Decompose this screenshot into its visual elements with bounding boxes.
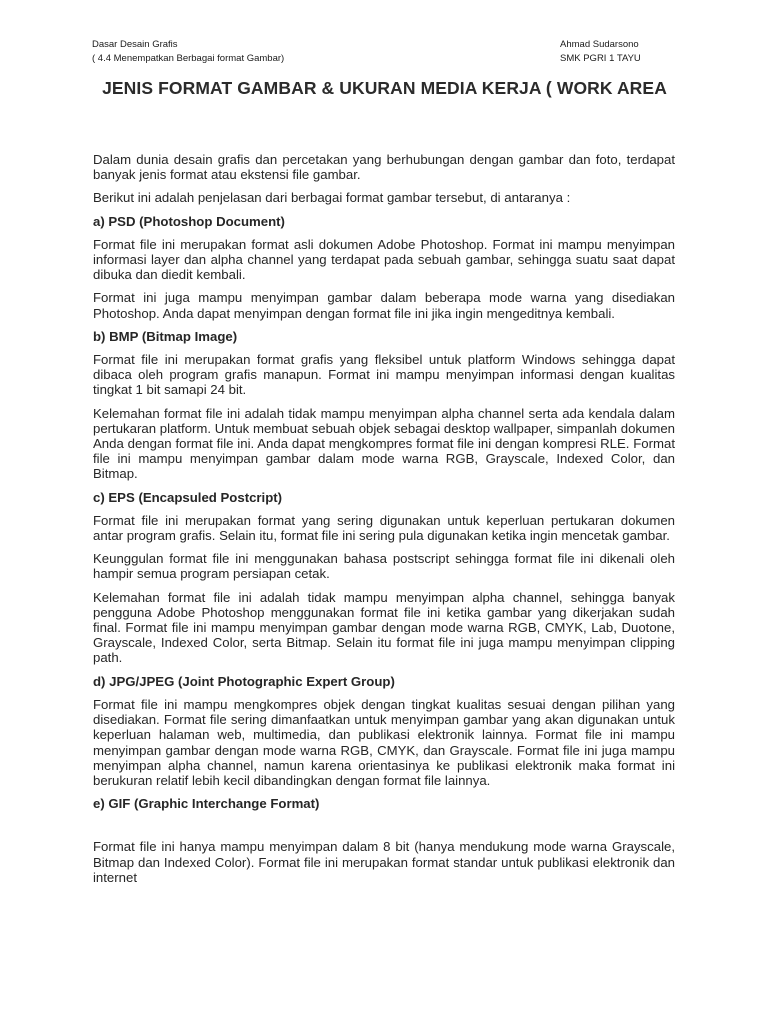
header-right [560, 38, 641, 66]
section-heading-eps: c) EPS (Encapsuled Postcript) [93, 489, 283, 505]
section-paragraph: Format file ini hanya mampu menyimpan dalam 8 bit (hanya mendukung mode warna Grayscale, Bitmap dan Indexed Color). Format file ini merupakan format standar untuk publikasi elektronik dan internet [93, 839, 675, 885]
section-paragraph: Format file ini merupakan format yang sering digunakan untuk keperluan pertukaran dokumen antar program grafis. Selain itu, format file ini sering pula digunakan ketika ingin mencetak gambar. [93, 512, 675, 544]
section-paragraph: Kelemahan format file ini adalah tidak mampu menyimpan alpha channel, sehingga banyak pengguna Adobe Photoshop menggunakan format file ini ketika gambar yang dikerjakan sudah final. Format file ini mampu menyimpan gambar dengan mode warna RGB, CMYK, Lab, Duotone, Grayscale, Indexed Color, serta Bitmap. Selain itu format file ini juga mampu menyimpan clipping path. [93, 589, 675, 666]
header-left [92, 38, 284, 66]
document-title: JENIS FORMAT GAMBAR & UKURAN MEDIA KERJA ( WORK AREA [102, 78, 667, 98]
section-paragraph: Format file ini merupakan format grafis yang fleksibel untuk platform Windows sehingga dapat dibaca oleh program grafis manapun. Format ini mampu menyimpan informasi dengan kualitas tingkat 1 bit samapi 24 bit. [93, 352, 675, 398]
header-author: Ahmad Sudarsono [560, 39, 639, 50]
section-paragraph: Kelemahan format file ini adalah tidak mampu menyimpan alpha channel serta ada kendala dalam pertukaran platform. Untuk membuat sebuah objek sebagai desktop wallpaper, simpanlah dokumen Anda dengan format file ini. Anda dapat mengkompres format file ini dengan kompresi RLE. Format file ini mampu menyimpan gambar dalam mode warna RGB, Grayscale, Indexed Color, dan Bitmap. [93, 405, 675, 482]
section-heading-bmp: b) BMP (Bitmap Image) [93, 328, 238, 344]
header-school: SMK PGRI 1 TAYU [560, 53, 641, 64]
header-course: Dasar Desain Grafis [92, 39, 178, 50]
header-topic: ( 4.4 Menempatkan Berbagai format Gambar) [92, 53, 285, 64]
section-heading-jpg: d) JPG/JPEG (Joint Photographic Expert Group) [93, 673, 395, 689]
section-paragraph: Keunggulan format file ini menggunakan bahasa postscript sehingga format file ini dikenali oleh hampir semua program persiapan cetak. [93, 551, 675, 582]
section-heading-gif: e) GIF (Graphic Interchange Format) [93, 796, 320, 812]
intro-paragraph: Berikut ini adalah penjelasan dari berbagai format gambar tersebut, di antaranya : [93, 190, 571, 206]
section-paragraph: Format file ini merupakan format asli dokumen Adobe Photoshop. Format ini mampu menyimpan informasi layer dan alpha channel yang terdapat pada sebuah gambar, sehingga suatu saat dapat dibuka dan diedit kembali. [93, 236, 675, 283]
document-body [93, 152, 675, 893]
section-heading-psd: a) PSD (Photoshop Document) [93, 213, 285, 229]
section-paragraph: Format ini juga mampu menyimpan gambar dalam beberapa mode warna yang disediakan Photoshop. Anda dapat menyimpan dengan format file ini jika ingin mengeditnya kembali. [93, 290, 675, 321]
intro-paragraph: Dalam dunia desain grafis dan percetakan yang berhubungan dengan gambar dan foto, terdapat banyak jenis format atau ekstensi file gambar. [93, 152, 675, 183]
section-paragraph: Format file ini mampu mengkompres objek dengan tingkat kualitas sesuai dengan pilihan yang disediakan. Format file sering dimanfaatkan untuk menyimpan gambar yang akan digunakan untuk keperluan halaman web, multimedia, dan publikasi elektronik lainnya. Format file ini mampu menyimpan gambar dengan mode warna RGB, CMYK, dan Grayscale. Format file ini juga mampu menyimpan alpha channel, namun karena orientasinya ke publikasi elektronik maka format ini berukuran relatif lebih kecil dibandingkan dengan format file lainnya. [93, 696, 675, 788]
